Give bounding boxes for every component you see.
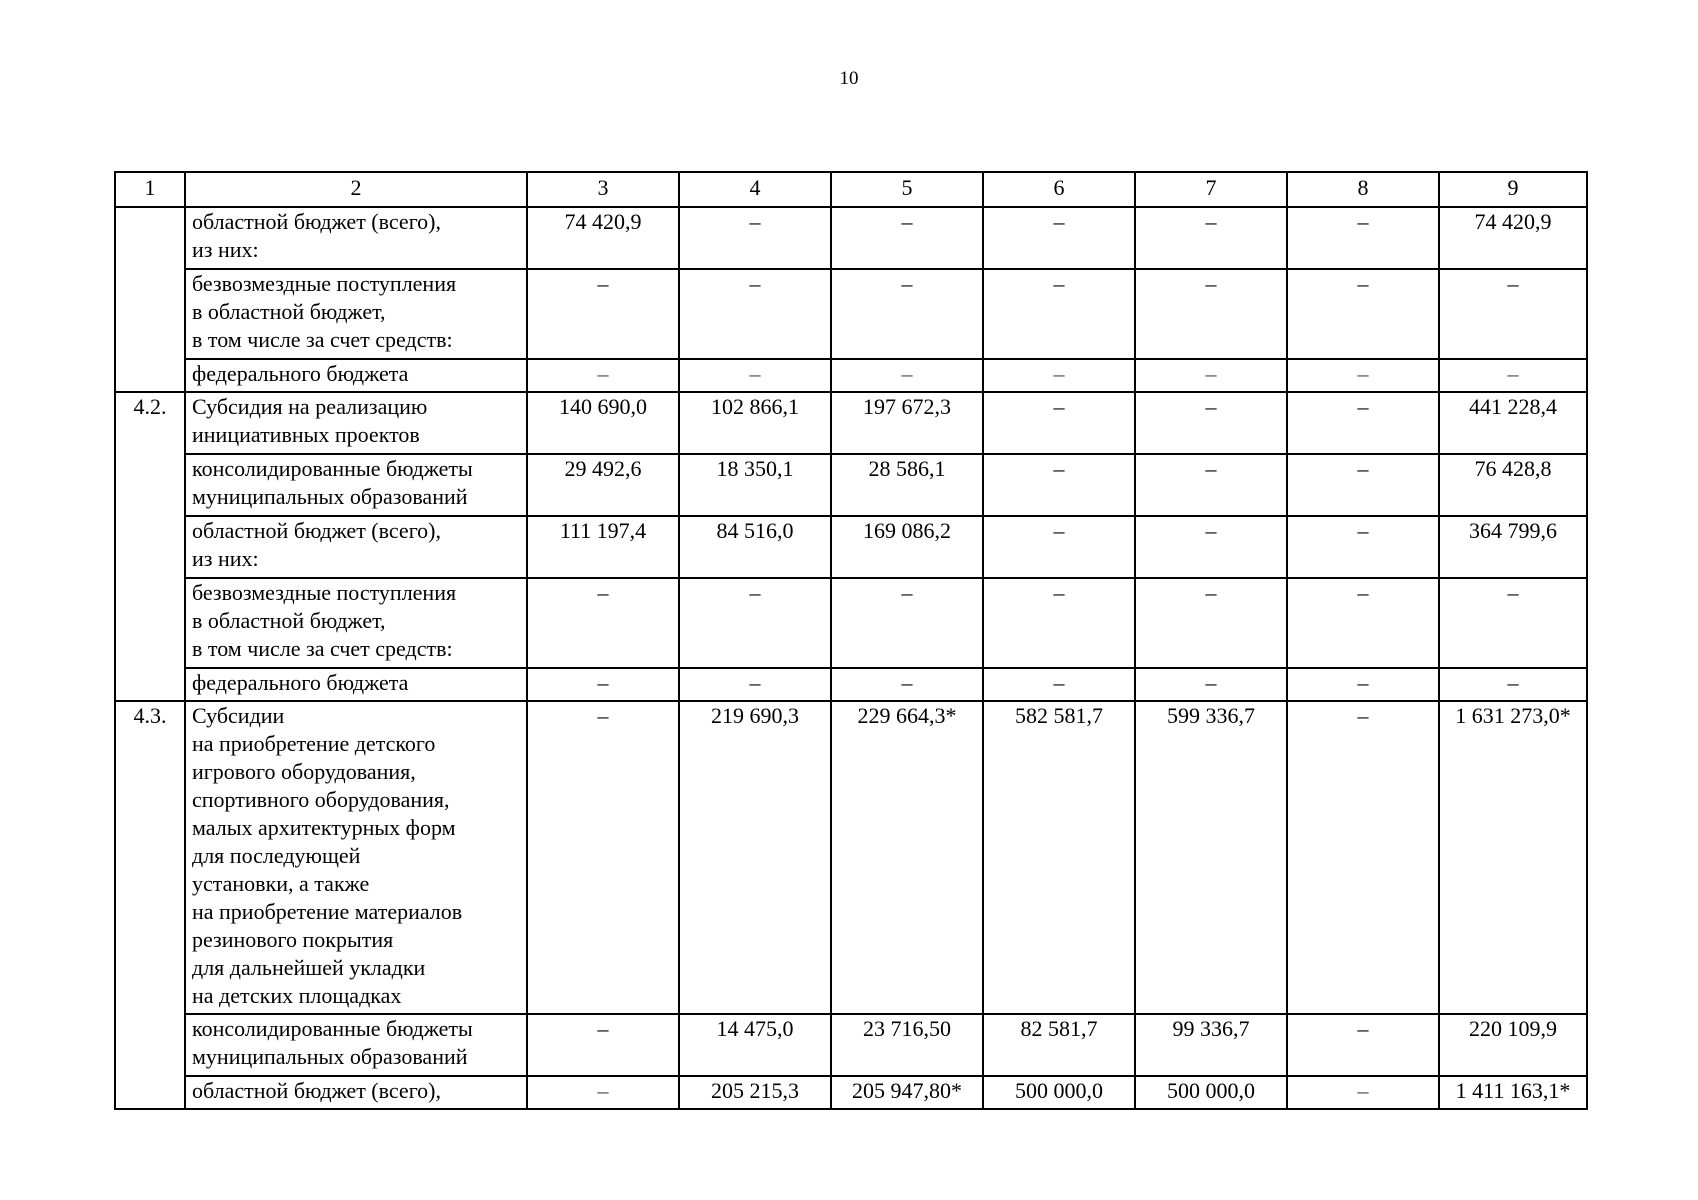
table-row — [115, 578, 1587, 668]
column-header: 7 — [1135, 172, 1287, 207]
value-cell: – — [983, 359, 1135, 392]
row-description: областной бюджет (всего), из них: — [185, 207, 527, 269]
row-description: Субсидия на реализацию инициативных проектов — [185, 392, 527, 454]
value-cell: – — [1135, 207, 1287, 269]
value-cell: – — [1287, 1076, 1439, 1109]
column-header: 3 — [527, 172, 679, 207]
value-cell: 82 581,7 — [983, 1014, 1135, 1076]
value-cell: – — [527, 578, 679, 668]
value-cell: – — [1135, 454, 1287, 516]
value-cell: – — [1287, 454, 1439, 516]
column-header: 5 — [831, 172, 983, 207]
row-number-cell — [115, 207, 185, 392]
value-cell: 14 475,0 — [679, 1014, 831, 1076]
table-row — [115, 1076, 1587, 1109]
value-cell: 140 690,0 — [527, 392, 679, 454]
value-cell: – — [1439, 578, 1587, 668]
value-cell: – — [983, 269, 1135, 359]
row-description: областной бюджет (всего), из них: — [185, 516, 527, 578]
value-cell: – — [1287, 516, 1439, 578]
column-header: 8 — [1287, 172, 1439, 207]
table-row — [115, 701, 1587, 1014]
value-cell: – — [679, 359, 831, 392]
value-cell: – — [1135, 392, 1287, 454]
value-cell: 441 228,4 — [1439, 392, 1587, 454]
value-cell: 74 420,9 — [1439, 207, 1587, 269]
value-cell: 220 109,9 — [1439, 1014, 1587, 1076]
value-cell: – — [983, 207, 1135, 269]
value-cell: – — [1439, 359, 1587, 392]
value-cell: – — [1439, 269, 1587, 359]
value-cell: 1 631 273,0* — [1439, 701, 1587, 1014]
value-cell: – — [983, 668, 1135, 701]
value-cell: 500 000,0 — [983, 1076, 1135, 1109]
value-cell: 76 428,8 — [1439, 454, 1587, 516]
value-cell: 23 716,50 — [831, 1014, 983, 1076]
value-cell: – — [527, 269, 679, 359]
value-cell: 18 350,1 — [679, 454, 831, 516]
value-cell: 229 664,3* — [831, 701, 983, 1014]
row-number-cell: 4.3. — [115, 701, 185, 1109]
value-cell: 599 336,7 — [1135, 701, 1287, 1014]
row-description: консолидированные бюджеты муниципальных образований — [185, 454, 527, 516]
budget-table — [114, 171, 1588, 1110]
value-cell: 99 336,7 — [1135, 1014, 1287, 1076]
column-header: 1 — [115, 172, 185, 207]
value-cell: – — [527, 668, 679, 701]
table-row — [115, 269, 1587, 359]
column-header: 9 — [1439, 172, 1587, 207]
page-number: 10 — [839, 68, 859, 89]
value-cell: – — [679, 207, 831, 269]
value-cell: 169 086,2 — [831, 516, 983, 578]
value-cell: – — [983, 578, 1135, 668]
value-cell: 582 581,7 — [983, 701, 1135, 1014]
row-description: безвозмездные поступления в областной бюджет, в том числе за счет средств: — [185, 269, 527, 359]
value-cell: 205 947,80* — [831, 1076, 983, 1109]
value-cell: – — [831, 578, 983, 668]
value-cell: 29 492,6 — [527, 454, 679, 516]
value-cell: 102 866,1 — [679, 392, 831, 454]
value-cell: – — [679, 578, 831, 668]
value-cell: – — [1287, 701, 1439, 1014]
value-cell: 111 197,4 — [527, 516, 679, 578]
value-cell: – — [831, 359, 983, 392]
value-cell: – — [983, 454, 1135, 516]
value-cell: 219 690,3 — [679, 701, 831, 1014]
row-number-cell: 4.2. — [115, 392, 185, 701]
value-cell: – — [527, 359, 679, 392]
value-cell: – — [1287, 392, 1439, 454]
value-cell: – — [831, 269, 983, 359]
value-cell: – — [1287, 269, 1439, 359]
value-cell: – — [1287, 207, 1439, 269]
value-cell: 500 000,0 — [1135, 1076, 1287, 1109]
value-cell: 197 672,3 — [831, 392, 983, 454]
value-cell: – — [983, 392, 1135, 454]
value-cell: – — [1287, 359, 1439, 392]
value-cell: – — [1287, 668, 1439, 701]
row-description: безвозмездные поступления в областной бюджет, в том числе за счет средств: — [185, 578, 527, 668]
value-cell: – — [983, 516, 1135, 578]
column-header: 2 — [185, 172, 527, 207]
row-description: федерального бюджета — [185, 359, 527, 392]
value-cell: 28 586,1 — [831, 454, 983, 516]
value-cell: – — [527, 1014, 679, 1076]
value-cell: – — [1135, 359, 1287, 392]
value-cell: 84 516,0 — [679, 516, 831, 578]
value-cell: 1 411 163,1* — [1439, 1076, 1587, 1109]
value-cell: – — [831, 668, 983, 701]
value-cell: – — [1135, 668, 1287, 701]
column-header: 4 — [679, 172, 831, 207]
value-cell: – — [1439, 668, 1587, 701]
value-cell: 364 799,6 — [1439, 516, 1587, 578]
table-row — [115, 359, 1587, 392]
value-cell: – — [527, 1076, 679, 1109]
table-row — [115, 392, 1587, 454]
row-description: консолидированные бюджеты муниципальных образований — [185, 1014, 527, 1076]
value-cell: – — [679, 668, 831, 701]
table-row — [115, 454, 1587, 516]
row-description: федерального бюджета — [185, 668, 527, 701]
column-header: 6 — [983, 172, 1135, 207]
header-row — [115, 172, 1587, 207]
value-cell: – — [679, 269, 831, 359]
value-cell: – — [831, 207, 983, 269]
value-cell: – — [1135, 578, 1287, 668]
value-cell: – — [1287, 578, 1439, 668]
row-description: областной бюджет (всего), — [185, 1076, 527, 1109]
table-row — [115, 668, 1587, 701]
table-row — [115, 516, 1587, 578]
value-cell: – — [1135, 516, 1287, 578]
value-cell: 205 215,3 — [679, 1076, 831, 1109]
row-description: Субсидии на приобретение детского игрового оборудования, спортивного оборудования, малых архитектурных форм для последующей установки, а также на приобретение материалов резинового покрытия для дальнейшей укладки на детских площадках — [185, 701, 527, 1014]
value-cell: – — [1287, 1014, 1439, 1076]
value-cell: – — [527, 701, 679, 1014]
table-row — [115, 207, 1587, 269]
value-cell: – — [1135, 269, 1287, 359]
value-cell: 74 420,9 — [527, 207, 679, 269]
table-row — [115, 1014, 1587, 1076]
